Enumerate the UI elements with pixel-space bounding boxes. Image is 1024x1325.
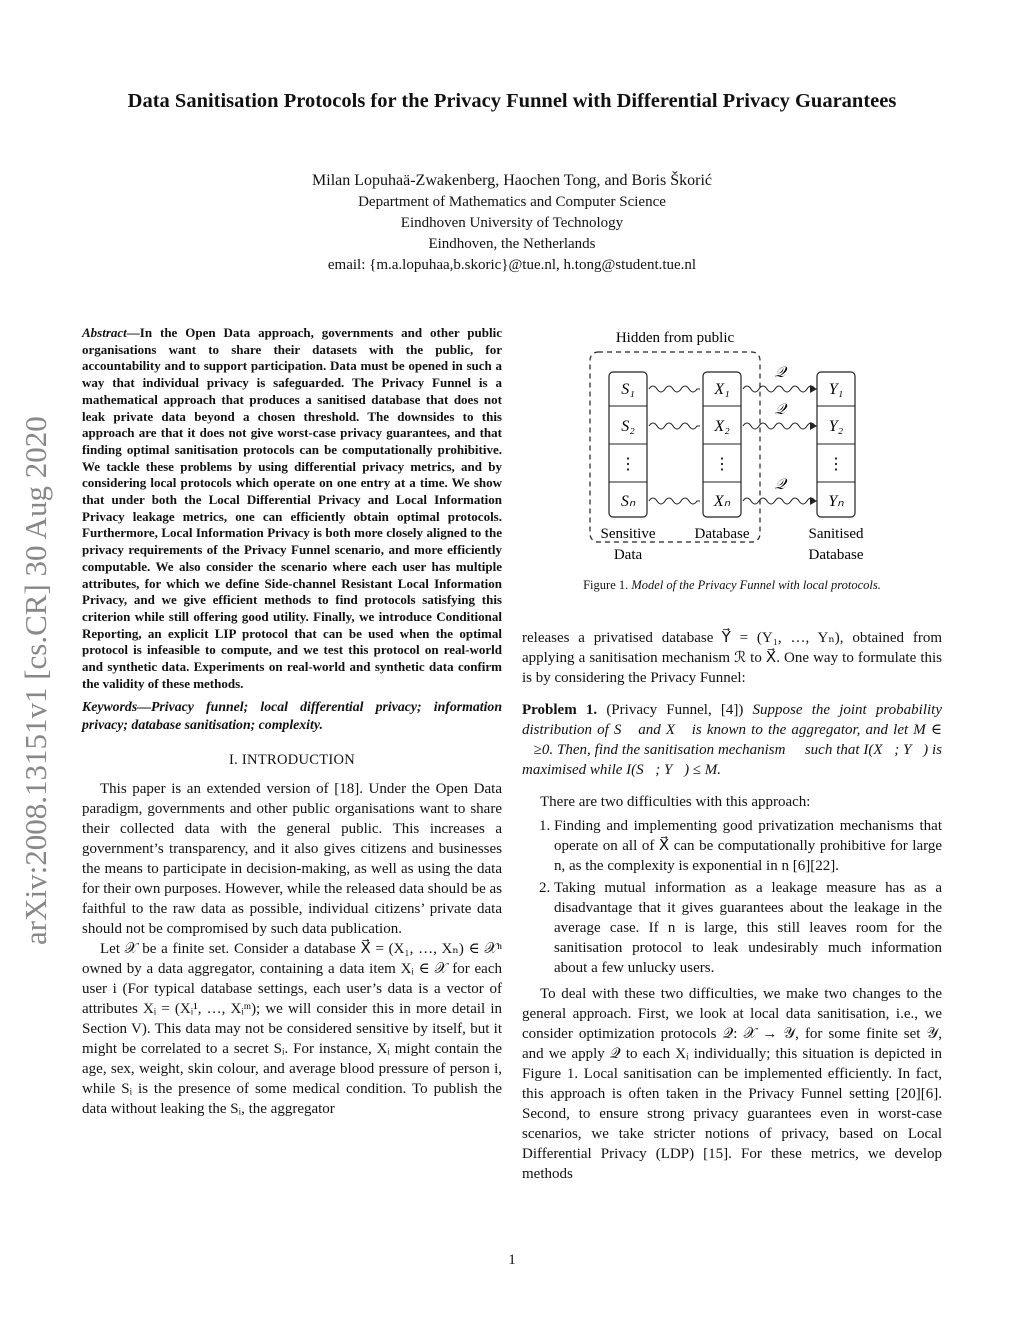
affiliation-university: Eindhoven University of Technology — [400, 215, 624, 231]
abstract-text: —In the Open Data approach, governments and other public organisations want to share their datasets with the public, for accountability and to support participation. Data must be opened in such a way that individual privacy is safeguarded. The Privacy Funnel is a mathematical approach that produces a sanitised database that does not leak private data beyond a chosen threshold. The downsides to this approach are that it does not give worst-case privacy guarantees, and that finding optimal sanitisation protocols can be computationally prohibitive. We tackle these problems by using differential privacy metrics, and by considering local protocols which operate on one entry at a time. We show that under both the Local Differential Privacy and Local Information Privacy leakage metrics, one can efficiently obtain optimal protocols. Furthermore, Local Information Privacy is both more closely aligned to the privacy requirements of the Privacy Funnel scenario, and more efficiently computable. We also consider the scenario where each user has multiple attributes, for which we define Side-channel Resistant Local Information Privacy, and we give efficient methods to find protocols satisfying this criterion while still offering good utility. Finally, we introduce Conditional Reporting, an explicit LIP protocol that can be used when the optimal protocol is infeasible to compute, and we test this protocol on real-world and synthetic data. Experiments on real-world and synthetic data confirm the validity of these methods. — [82, 325, 502, 691]
left-column — [82, 325, 502, 1119]
x-label: X₂ — [714, 418, 730, 435]
problem-statement — [522, 700, 942, 780]
keywords — [82, 698, 502, 734]
arrow-head-icon — [810, 497, 817, 505]
list-item: 1. Finding and implementing good privatization mechanisms that operate on all of X⃗ can be computationally prohibitive for large n, as the complexity is exponential in n [6][22]. — [554, 816, 942, 876]
correlation-link — [649, 423, 700, 429]
hidden-region-border — [590, 352, 760, 542]
keywords-text: —Privacy funnel; local differential privacy; information privacy; database sanitisation; complexity. — [82, 699, 502, 733]
q-label: 𝒬 — [774, 365, 786, 381]
affiliation-location: Eindhoven, the Netherlands — [428, 236, 596, 252]
intro-paragraph-1: This paper is an extended version of [18]. Under the Open Data paradigm, governments and other public organisations want to share their collected data with the general public. This increases a government’s transparency, and it also gives citizens and businesses the means to participate in decision-making, as well as using the data for their own purposes. However, while the released data should be as faithful to the raw data as possible, individual citizens’ private data should not be compromised by such data publication. — [82, 781, 502, 938]
list-item: 2. Taking mutual information as a leakage measure has as a disadvantage that it gives guarantees about the leakage in the average case. If n is large, this still leaves room for the sanitisation protocol to leak undesirably much information about a few unlucky users. — [554, 878, 942, 978]
right-paragraph-3: To deal with these two difficulties, we make two changes to the general approach. First, we look at local data sanitisation, i.e., we consider optimization protocols 𝒬: 𝒳 → 𝒴, for some finite set 𝒴, and we apply 𝒬 to each Xᵢ individually; this situation is depicted in Figure 1. Local sanitisation can be implemented efficiently. In fact, this approach is often taken in the Privacy Funnel setting [20][6]. Second, to ensure strong privacy guarantees even in worst-case scenarios, we take stricter notions of privacy, based on Local Differential Privacy (LDP) [15]. For these metrics, we develop methods — [522, 986, 942, 1182]
figure-caption — [522, 578, 942, 593]
section-heading: I. INTRODUCTION — [228, 752, 356, 769]
problem-source: (Privacy Funnel, [4]) — [606, 702, 744, 718]
right-paragraph-2: There are two difficulties with this approach: — [540, 794, 811, 810]
intro-paragraph-2: Let 𝒳 be a finite set. Consider a database X⃗ = (X₁, …, Xₙ) ∈ 𝒳ⁿ owned by a data aggregator, containing a data item Xᵢ ∈ 𝒳 for each user i (For typical database settings, each user’s data is a vector of attributes Xᵢ = (Xᵢ¹, …, Xᵢᵐ); we will consider this in more detail in Section V). This data may not be considered sensitive by itself, but it might be correlated to a secret Sᵢ. For instance, Xᵢ might contain the age, sex, weight, skin colour, and average blood pressure of person i, while Sᵢ is the presence of some medical condition. To publish the data without leaking the Sᵢ, the aggregator — [82, 941, 502, 1118]
y-label: Y₁ — [828, 381, 844, 398]
difficulty-list — [522, 816, 942, 978]
problem-label: Problem 1. — [522, 702, 598, 718]
right-column — [522, 628, 942, 1184]
privacy-funnel-figure — [580, 322, 880, 567]
caption-text: Model of the Privacy Funnel with local protocols. — [631, 578, 881, 592]
author-email: email: {m.a.lopuhaa,b.skoric}@tue.nl, h.tong@student.tue.nl — [327, 257, 697, 273]
arrow-head-icon — [810, 422, 817, 430]
x-label: X₁ — [714, 381, 730, 398]
page-number: 1 — [508, 1252, 516, 1268]
paper-title: Data Sanitisation Protocols for the Privacy Funnel with Differential Privacy Guarantees — [127, 90, 897, 112]
y-label: Yₙ — [828, 493, 844, 510]
s-label: ⋮ — [620, 456, 636, 473]
sanitised-label: Sanitised — [808, 526, 864, 542]
data-label: Data — [613, 547, 643, 563]
problem-text: Suppose the joint probability distribution of S⃗ and X⃗ is known to the aggregator, and let M ∈ ℝ≥0. Then, find the sanitisation mechanism ℛ such that I(X⃗; Y⃗) is maximised while I(S⃗; Y⃗) ≤ M. — [522, 702, 942, 778]
sensitive-label: Sensitive — [600, 526, 656, 542]
y-label: ⋮ — [828, 456, 844, 473]
correlation-link — [649, 498, 700, 504]
x-label: Xₙ — [713, 493, 731, 510]
sanitisation-arrow — [743, 423, 817, 429]
x-label: ⋮ — [714, 456, 730, 473]
arxiv-stamp: arXiv:2008.13151v1 [cs.CR] 30 Aug 2020 — [18, 416, 53, 945]
s-label: Sₙ — [620, 493, 636, 510]
database-label: Database — [694, 526, 750, 542]
affiliation-dept: Department of Mathematics and Computer Science — [358, 194, 666, 210]
abstract — [82, 325, 502, 692]
author-list: Milan Lopuhaä-Zwakenberg, Haochen Tong, and Boris Škorić — [312, 172, 712, 189]
sanitisation-arrow — [743, 498, 817, 504]
right-paragraph-1: releases a privatised database Y⃗ = (Y₁, …, Yₙ), obtained from applying a sanitisation mechanism ℛ to X⃗. One way to formulate this is by considering the Privacy Funnel: — [522, 630, 942, 686]
correlation-link — [649, 386, 700, 392]
sanitisation-arrow — [743, 386, 817, 392]
arrow-head-icon — [810, 385, 817, 393]
keywords-label: Keywords — [82, 699, 138, 715]
caption-prefix: Figure 1. — [583, 578, 629, 592]
q-label: 𝒬 — [774, 402, 786, 418]
hidden-label: Hidden from public — [615, 330, 735, 346]
y-label: Y₂ — [828, 418, 844, 435]
sanitised-database-label: Database — [808, 547, 864, 563]
abstract-label: Abstract — [82, 325, 127, 340]
s-label: S₂ — [621, 418, 635, 435]
s-label: S₁ — [621, 381, 635, 398]
q-label: 𝒬 — [774, 477, 786, 493]
